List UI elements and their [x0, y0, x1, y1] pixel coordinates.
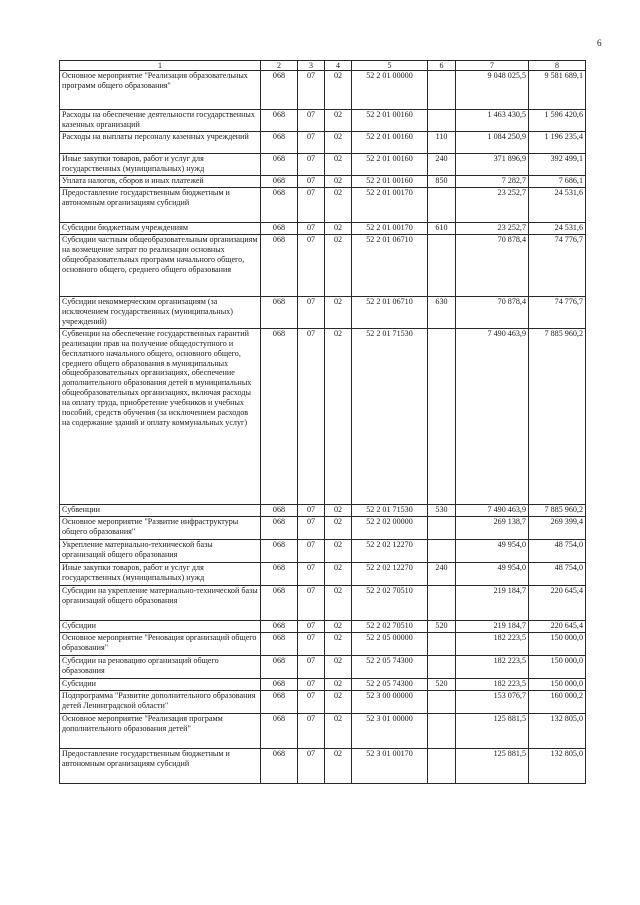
- amount-year-1: 7 282,7: [456, 176, 529, 188]
- amount-year-1: 49 954,0: [456, 540, 529, 563]
- target-article-code: 52 2 05 00000: [352, 633, 428, 656]
- amount-year-2: 150 000,0: [529, 633, 586, 656]
- expense-type-code: 520: [428, 621, 456, 633]
- subsection-code: 02: [325, 110, 352, 132]
- amount-year-2: 132 805,0: [529, 749, 586, 784]
- row-name: Субсидии на реновацию организаций общего образования: [60, 656, 261, 679]
- table-row: [60, 621, 586, 633]
- amount-year-1: 7 490 463,9: [456, 329, 529, 505]
- column-header: 5: [352, 61, 428, 71]
- ministry-code: 068: [261, 679, 298, 691]
- table-row: [60, 188, 586, 223]
- table-row: [60, 110, 586, 132]
- section-code: 07: [298, 691, 325, 714]
- row-name: Основное мероприятие "Реновация организаций общего образования": [60, 633, 261, 656]
- ministry-code: 068: [261, 517, 298, 540]
- ministry-code: 068: [261, 749, 298, 784]
- expense-type-code: [428, 656, 456, 679]
- ministry-code: 068: [261, 691, 298, 714]
- target-article-code: 52 2 05 74300: [352, 656, 428, 679]
- row-name: Субсидии частным общеобразовательным организациям на возмещение затрат по реализации основных общеобразовательных программ начального общего, основного общего, среднего общего образования: [60, 235, 261, 297]
- row-name: Расходы на обеспечение деятельности государственных казенных организаций: [60, 110, 261, 132]
- amount-year-2: 24 531,6: [529, 188, 586, 223]
- section-code: 07: [298, 749, 325, 784]
- ministry-code: 068: [261, 329, 298, 505]
- ministry-code: 068: [261, 71, 298, 110]
- column-header: 4: [325, 61, 352, 71]
- ministry-code: 068: [261, 297, 298, 329]
- row-name: Укрепление материально-технической базы организаций общего образования: [60, 540, 261, 563]
- subsection-code: 02: [325, 621, 352, 633]
- page-number: 6: [597, 38, 602, 48]
- ministry-code: 068: [261, 633, 298, 656]
- expense-type-code: 110: [428, 132, 456, 154]
- table-row: [60, 176, 586, 188]
- amount-year-1: 7 490 463,9: [456, 505, 529, 517]
- amount-year-2: 48 754,0: [529, 540, 586, 563]
- table-row: [60, 714, 586, 749]
- section-code: 07: [298, 679, 325, 691]
- subsection-code: 02: [325, 223, 352, 235]
- amount-year-2: 48 754,0: [529, 563, 586, 586]
- amount-year-1: 219 184,7: [456, 586, 529, 621]
- row-name: Подпрограмма "Развитие дополнительного образования детей Ленинградской области": [60, 691, 261, 714]
- amount-year-1: 23 252,7: [456, 188, 529, 223]
- budget-table: [59, 60, 586, 784]
- subsection-code: 02: [325, 154, 352, 176]
- expense-type-code: [428, 714, 456, 749]
- table-row: [60, 517, 586, 540]
- target-article-code: 52 2 02 12270: [352, 540, 428, 563]
- expense-type-code: [428, 110, 456, 132]
- target-article-code: 52 2 01 71530: [352, 505, 428, 517]
- section-code: 07: [298, 563, 325, 586]
- subsection-code: 02: [325, 297, 352, 329]
- ministry-code: 068: [261, 154, 298, 176]
- target-article-code: 52 3 01 00000: [352, 714, 428, 749]
- amount-year-2: 150 000,0: [529, 656, 586, 679]
- amount-year-1: 23 252,7: [456, 223, 529, 235]
- target-article-code: 52 2 01 00160: [352, 154, 428, 176]
- amount-year-1: 269 138,7: [456, 517, 529, 540]
- subsection-code: 02: [325, 540, 352, 563]
- target-article-code: 52 2 01 00160: [352, 110, 428, 132]
- subsection-code: 02: [325, 329, 352, 505]
- expense-type-code: 610: [428, 223, 456, 235]
- row-name: Субвенции: [60, 505, 261, 517]
- target-article-code: 52 2 01 06710: [352, 297, 428, 329]
- target-article-code: 52 2 02 12270: [352, 563, 428, 586]
- table-row: [60, 505, 586, 517]
- row-name: Предоставление государственным бюджетным и автономным организациям субсидий: [60, 188, 261, 223]
- section-code: 07: [298, 223, 325, 235]
- amount-year-1: 1 084 250,9: [456, 132, 529, 154]
- target-article-code: 52 3 00 00000: [352, 691, 428, 714]
- row-name: Субсидии некоммерческим организациям (за исключением государственных (муниципальных) учреждений): [60, 297, 261, 329]
- column-header: 8: [529, 61, 586, 71]
- expense-type-code: [428, 749, 456, 784]
- target-article-code: 52 2 01 00160: [352, 176, 428, 188]
- table-row: [60, 749, 586, 784]
- subsection-code: 02: [325, 235, 352, 297]
- expense-type-code: [428, 517, 456, 540]
- ministry-code: 068: [261, 714, 298, 749]
- column-header: 7: [456, 61, 529, 71]
- row-name: Основное мероприятие "Развитие инфраструктуры общего образования": [60, 517, 261, 540]
- amount-year-2: 7 686,1: [529, 176, 586, 188]
- row-name: Уплата налогов, сборов и иных платежей: [60, 176, 261, 188]
- ministry-code: 068: [261, 563, 298, 586]
- ministry-code: 068: [261, 132, 298, 154]
- table-body: [60, 71, 586, 784]
- expense-type-code: [428, 540, 456, 563]
- amount-year-2: 1 196 235,4: [529, 132, 586, 154]
- subsection-code: 02: [325, 691, 352, 714]
- subsection-code: 02: [325, 188, 352, 223]
- row-name: Основное мероприятие "Реализация образовательных программ общего образования": [60, 71, 261, 110]
- amount-year-2: 7 885 960,2: [529, 505, 586, 517]
- subsection-code: 02: [325, 132, 352, 154]
- target-article-code: 52 2 02 70510: [352, 586, 428, 621]
- expense-type-code: [428, 329, 456, 505]
- section-code: 07: [298, 235, 325, 297]
- table-row: [60, 586, 586, 621]
- row-name: Субсидии: [60, 621, 261, 633]
- expense-type-code: 530: [428, 505, 456, 517]
- subsection-code: 02: [325, 517, 352, 540]
- ministry-code: 068: [261, 540, 298, 563]
- ministry-code: 068: [261, 235, 298, 297]
- ministry-code: 068: [261, 176, 298, 188]
- target-article-code: 52 2 01 00170: [352, 188, 428, 223]
- amount-year-2: 150 000,0: [529, 679, 586, 691]
- ministry-code: 068: [261, 110, 298, 132]
- ministry-code: 068: [261, 188, 298, 223]
- row-name: Субсидии на укрепление материально-технической базы организаций общего образования: [60, 586, 261, 621]
- amount-year-1: 182 223,5: [456, 656, 529, 679]
- row-name: Основное мероприятие "Реализация программ дополнительного образования детей": [60, 714, 261, 749]
- amount-year-2: 392 499,1: [529, 154, 586, 176]
- section-code: 07: [298, 188, 325, 223]
- section-code: 07: [298, 154, 325, 176]
- table-row: [60, 679, 586, 691]
- row-name: Расходы на выплаты персоналу казенных учреждений: [60, 132, 261, 154]
- row-name: Субсидии бюджетным учреждениям: [60, 223, 261, 235]
- target-article-code: 52 2 01 00160: [352, 132, 428, 154]
- amount-year-1: 70 878,4: [456, 297, 529, 329]
- table-row: [60, 71, 586, 110]
- amount-year-1: 219 184,7: [456, 621, 529, 633]
- section-code: 07: [298, 110, 325, 132]
- section-code: 07: [298, 176, 325, 188]
- subsection-code: 02: [325, 71, 352, 110]
- subsection-code: 02: [325, 563, 352, 586]
- ministry-code: 068: [261, 586, 298, 621]
- section-code: 07: [298, 621, 325, 633]
- section-code: 07: [298, 132, 325, 154]
- expense-type-code: [428, 188, 456, 223]
- amount-year-2: 24 531,6: [529, 223, 586, 235]
- table-row: [60, 297, 586, 329]
- subsection-code: 02: [325, 633, 352, 656]
- target-article-code: 52 2 01 00000: [352, 71, 428, 110]
- row-name: Субсидии: [60, 679, 261, 691]
- section-code: 07: [298, 633, 325, 656]
- section-code: 07: [298, 656, 325, 679]
- row-name: Субвенции на обеспечение государственных гарантий реализации прав на получение общедоступного и бесплатного начального общего, основного общего, среднего общего образования в муниципальных общеобразовательных организациях, обеспечение дополнительного образования детей в муниципальных общеобразовательных организациях, включая расходы на оплату труда, приобретение учебников и учебных пособий, средств обучения (за исключением расходов на содержание зданий и оплату коммунальных услуг): [60, 329, 261, 505]
- target-article-code: 52 2 05 74300: [352, 679, 428, 691]
- amount-year-1: 182 223,5: [456, 679, 529, 691]
- subsection-code: 02: [325, 679, 352, 691]
- column-header: 6: [428, 61, 456, 71]
- target-article-code: 52 2 02 70510: [352, 621, 428, 633]
- subsection-code: 02: [325, 714, 352, 749]
- section-code: 07: [298, 586, 325, 621]
- amount-year-2: 1 596 420,6: [529, 110, 586, 132]
- section-code: 07: [298, 71, 325, 110]
- table-row: [60, 132, 586, 154]
- amount-year-2: 160 000,2: [529, 691, 586, 714]
- column-header: 3: [298, 61, 325, 71]
- table-row: [60, 154, 586, 176]
- expense-type-code: 240: [428, 154, 456, 176]
- section-code: 07: [298, 540, 325, 563]
- amount-year-2: 9 581 689,1: [529, 71, 586, 110]
- row-name: Иные закупки товаров, работ и услуг для государственных (муниципальных) нужд: [60, 563, 261, 586]
- section-code: 07: [298, 329, 325, 505]
- table-row: [60, 656, 586, 679]
- subsection-code: 02: [325, 586, 352, 621]
- expense-type-code: [428, 71, 456, 110]
- subsection-code: 02: [325, 505, 352, 517]
- row-name: Иные закупки товаров, работ и услуг для государственных (муниципальных) нужд: [60, 154, 261, 176]
- section-code: 07: [298, 517, 325, 540]
- table-row: [60, 691, 586, 714]
- column-header: 2: [261, 61, 298, 71]
- amount-year-2: 74 776,7: [529, 297, 586, 329]
- table-row: [60, 563, 586, 586]
- expense-type-code: [428, 691, 456, 714]
- section-code: 07: [298, 505, 325, 517]
- amount-year-2: 74 776,7: [529, 235, 586, 297]
- expense-type-code: [428, 633, 456, 656]
- section-code: 07: [298, 714, 325, 749]
- table-row: [60, 235, 586, 297]
- subsection-code: 02: [325, 176, 352, 188]
- amount-year-2: 132 805,0: [529, 714, 586, 749]
- amount-year-1: 70 878,4: [456, 235, 529, 297]
- row-name: Предоставление государственным бюджетным и автономным организациям субсидий: [60, 749, 261, 784]
- amount-year-1: 371 896,9: [456, 154, 529, 176]
- table-header-row: [60, 61, 586, 71]
- table-row: [60, 540, 586, 563]
- amount-year-2: 7 885 960,2: [529, 329, 586, 505]
- target-article-code: 52 3 01 00170: [352, 749, 428, 784]
- expense-type-code: 630: [428, 297, 456, 329]
- amount-year-2: 269 399,4: [529, 517, 586, 540]
- target-article-code: 52 2 02 00000: [352, 517, 428, 540]
- expense-type-code: 520: [428, 679, 456, 691]
- ministry-code: 068: [261, 223, 298, 235]
- amount-year-1: 125 881,5: [456, 749, 529, 784]
- target-article-code: 52 2 01 00170: [352, 223, 428, 235]
- amount-year-1: 125 881,5: [456, 714, 529, 749]
- expense-type-code: [428, 235, 456, 297]
- expense-type-code: 240: [428, 563, 456, 586]
- amount-year-1: 1 463 430,5: [456, 110, 529, 132]
- amount-year-1: 9 048 025,5: [456, 71, 529, 110]
- ministry-code: 068: [261, 621, 298, 633]
- section-code: 07: [298, 297, 325, 329]
- ministry-code: 068: [261, 505, 298, 517]
- column-header: 1: [60, 61, 261, 71]
- table-row: [60, 223, 586, 235]
- table-row: [60, 329, 586, 505]
- amount-year-2: 220 645,4: [529, 621, 586, 633]
- table-row: [60, 633, 586, 656]
- amount-year-1: 153 076,7: [456, 691, 529, 714]
- amount-year-1: 49 954,0: [456, 563, 529, 586]
- ministry-code: 068: [261, 656, 298, 679]
- subsection-code: 02: [325, 749, 352, 784]
- amount-year-1: 182 223,5: [456, 633, 529, 656]
- expense-type-code: [428, 586, 456, 621]
- amount-year-2: 220 645,4: [529, 586, 586, 621]
- subsection-code: 02: [325, 656, 352, 679]
- target-article-code: 52 2 01 71530: [352, 329, 428, 505]
- target-article-code: 52 2 01 06710: [352, 235, 428, 297]
- expense-type-code: 850: [428, 176, 456, 188]
